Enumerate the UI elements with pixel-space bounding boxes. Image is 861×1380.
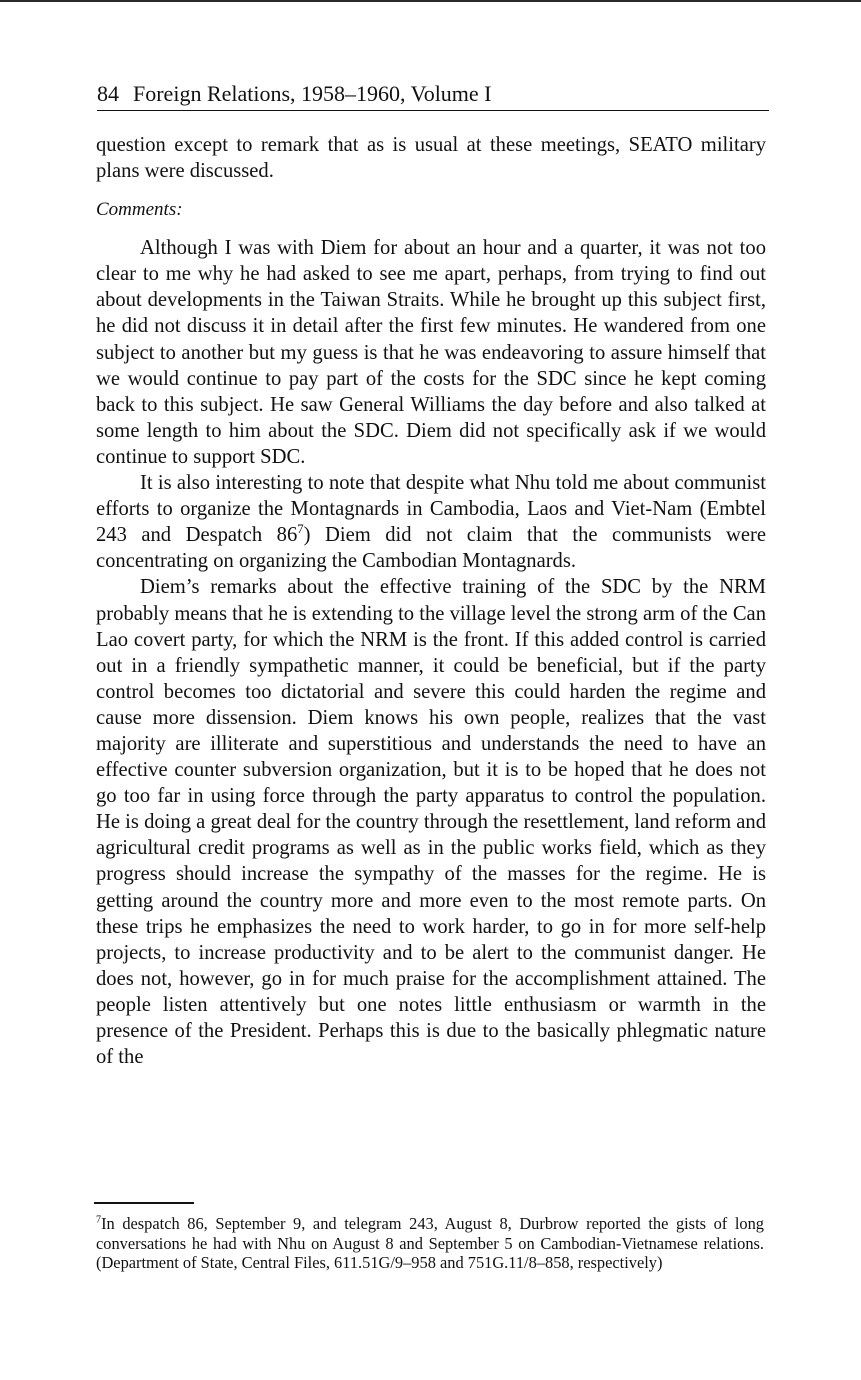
footnote-marker: 7 xyxy=(96,1214,102,1226)
paragraph-3: Diem’s remarks about the effective training of the SDC by the NRM probably means that he is extending to the village level the strong arm of the Can Lao covert party, for which the NRM is the front. If this added control is carried out in a friendly sympathetic manner, it could be beneficial, but if the party control becomes too dictatorial and severe this could harden the regime and cause more dissension. Diem knows his own people, realizes that the vast majority are illiterate and superstitious and understands the need to have an effective counter subversion organization, but it is to be hoped that he does not go too far in using force through the party apparatus to control the population. He is doing a great deal for the country through the resettlement, land reform and agricultural credit programs as well as in the public works field, which as they progress should increase the sympathy of the masses for the regime. He is getting around the country more and more even to the most remote parts. On these trips he emphasizes the need to work harder, to go in for more self-help projects, to increase productivity and to be alert to the communist danger. He does not, however, go in for much praise for the accomplishment attained. The people listen attentively but one notes little enthusiasm or warmth in the presence of the President. Perhaps this is due to the basically phlegmatic nature of the xyxy=(96,576,766,1069)
scan-top-edge xyxy=(0,0,861,2)
paragraph-2-text-b: ) Diem did not claim that the communists were concentrating on organizing the Cambodian Montagnards. xyxy=(96,524,766,573)
footnote xyxy=(96,1214,764,1273)
running-title: Foreign Relations, 1958–1960, Volume I xyxy=(133,81,492,106)
paragraph-1: Although I was with Diem for about an hour and a quarter, it was not too clear to me why he had asked to see me apart, perhaps, from trying to find out about developments in the Taiwan Straits. While he brought up this subject first, he did not discuss it in detail after the first few minutes. He wandered from one subject to another but my guess is that he was endeavoring to assure himself that we would continue to pay part of the costs for the SDC since he kept coming back to this subject. He saw General Williams the day before and also talked at some length to him about the SDC. Diem did not specifically ask if we would continue to support SDC. xyxy=(96,237,766,468)
running-header xyxy=(97,80,769,111)
page-number: 84 xyxy=(97,81,119,106)
footnote-reference: 7 xyxy=(297,522,304,537)
main-text xyxy=(96,132,766,1070)
paragraph-2-text-a: It is also interesting to note that despite what Nhu told me about communist efforts to organize the Montagnards in Cambodia, Laos and Viet-Nam (Embtel 243 and Despatch 86 xyxy=(96,472,766,547)
footnote-text: In despatch 86, September 9, and telegram 243, August 8, Durbrow reported the gists of long conversations he had with Nhu on August 8 and September 5 on Cambodian-Vietnamese relations. (Department of State, Central Files, 611.51G/9–958 and 751G.11/8–858, respectively) xyxy=(96,1214,764,1273)
paragraph-2 xyxy=(96,470,766,574)
footnote-divider xyxy=(94,1202,194,1204)
comments-heading: Comments: xyxy=(96,199,183,221)
continued-paragraph: question except to remark that as is usual at these meetings, SEATO military plans were discussed. xyxy=(96,134,766,183)
